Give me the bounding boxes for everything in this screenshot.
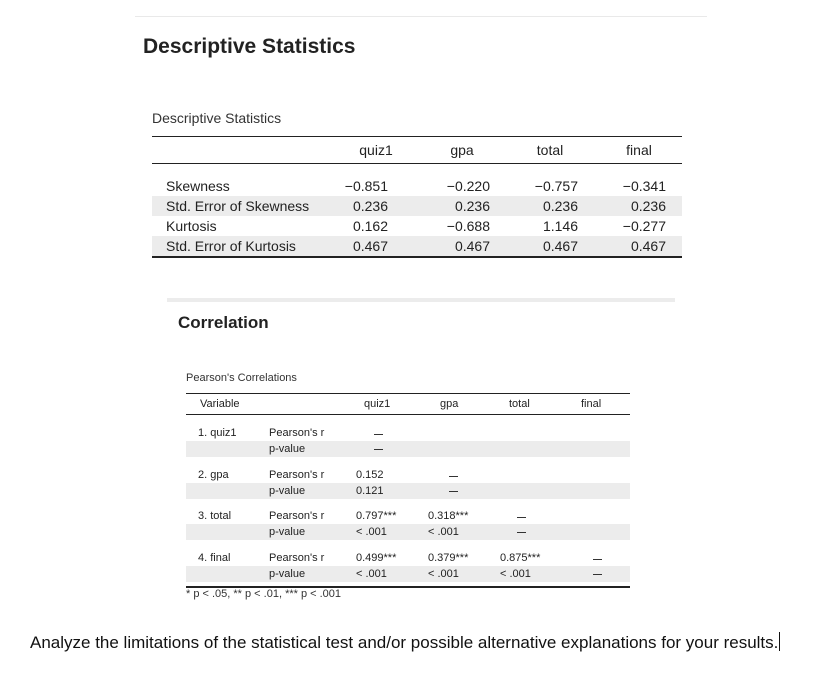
col-header: gpa: [450, 142, 474, 158]
variable-header: Variable: [200, 398, 240, 410]
correlation-caption: Pearson's Correlations: [186, 372, 297, 384]
col-header: quiz1: [364, 398, 391, 410]
diagonal-dash: [593, 574, 602, 575]
row-label: Std. Error of Kurtosis: [166, 238, 296, 254]
table-row: [152, 176, 682, 196]
table-row: [152, 216, 682, 236]
significance-footnote: * p < .05, ** p < .01, *** p < .001: [186, 588, 342, 600]
row-label: Skewness: [166, 178, 230, 194]
row-label: Std. Error of Skewness: [166, 198, 310, 214]
pvalue-row-bg: [186, 483, 630, 499]
text-cursor: [779, 632, 780, 651]
pvalue-row-bg: [186, 566, 630, 582]
diagonal-dash: [593, 559, 602, 560]
table-cell: 0.467: [630, 238, 666, 254]
variable-label: 4. final: [198, 552, 231, 564]
table-cell: 0.162: [352, 218, 388, 234]
correlation-value: 0.499***: [356, 552, 397, 564]
stat-label: p-value: [269, 568, 306, 580]
correlation-value: 0.875***: [500, 552, 541, 564]
table-row: [152, 236, 682, 256]
table-row: [152, 196, 682, 216]
stat-label: Pearson's r: [269, 469, 325, 481]
row-label: Kurtosis: [166, 218, 217, 234]
diagonal-dash: [517, 517, 526, 518]
page-heading: Descriptive Statistics: [143, 35, 356, 58]
variable-label: 2. gpa: [198, 469, 229, 481]
table-cell: 0.467: [454, 238, 490, 254]
table-cell: 1.146: [542, 218, 578, 234]
table-cell: −0.341: [622, 178, 666, 194]
p-value: < .001: [356, 526, 387, 538]
col-header: total: [509, 398, 530, 410]
pvalue-row-bg: [186, 441, 630, 457]
diagonal-dash: [449, 476, 458, 477]
p-value: 0.121: [356, 485, 384, 497]
variable-label: 1. quiz1: [198, 427, 237, 439]
col-header: total: [536, 142, 564, 158]
table-cell: −0.277: [622, 218, 666, 234]
stat-label: Pearson's r: [269, 427, 325, 439]
question-text-line[interactable]: [30, 632, 780, 653]
p-value: < .001: [500, 568, 531, 580]
question-text: Analyze the limitations of the statistical test and/or possible alternative explanations for your results.: [30, 633, 779, 652]
table-cell: 0.467: [352, 238, 388, 254]
stat-label: p-value: [269, 485, 306, 497]
table-cell: 0.467: [542, 238, 578, 254]
diagonal-dash: [374, 434, 383, 435]
correlation-value: 0.152: [356, 469, 384, 481]
correlation-value: 0.379***: [428, 552, 469, 564]
correlation-value: 0.797***: [356, 510, 397, 522]
col-header: quiz1: [359, 142, 393, 158]
correlation-header: [186, 394, 630, 415]
descriptives-caption: Descriptive Statistics: [152, 110, 282, 126]
table-cell: −0.757: [534, 178, 578, 194]
correlation-table: [186, 393, 630, 588]
section-divider: [167, 298, 675, 302]
stat-label: p-value: [269, 443, 306, 455]
diagonal-dash: [374, 449, 383, 450]
table-cell: −0.688: [446, 218, 490, 234]
table-cell: −0.851: [344, 178, 388, 194]
descriptives-header: [152, 137, 682, 164]
variable-label: 3. total: [198, 510, 232, 522]
table-cell: −0.220: [446, 178, 490, 194]
table-cell: 0.236: [542, 198, 578, 214]
diagonal-dash: [517, 532, 526, 533]
table-cell: 0.236: [352, 198, 388, 214]
table-cell: 0.236: [630, 198, 666, 214]
stat-label: Pearson's r: [269, 552, 325, 564]
stat-label: Pearson's r: [269, 510, 325, 522]
table-cell: 0.236: [454, 198, 490, 214]
col-header: final: [626, 142, 652, 158]
diagonal-dash: [449, 491, 458, 492]
p-value: < .001: [356, 568, 387, 580]
top-divider: [135, 16, 707, 17]
col-header: gpa: [440, 398, 459, 410]
pvalue-row-bg: [186, 524, 630, 540]
p-value: < .001: [428, 568, 459, 580]
stat-label: p-value: [269, 526, 306, 538]
col-header: final: [581, 398, 602, 410]
p-value: < .001: [428, 526, 459, 538]
correlation-heading: Correlation: [178, 313, 269, 332]
descriptives-table: [152, 136, 682, 258]
correlation-value: 0.318***: [428, 510, 469, 522]
